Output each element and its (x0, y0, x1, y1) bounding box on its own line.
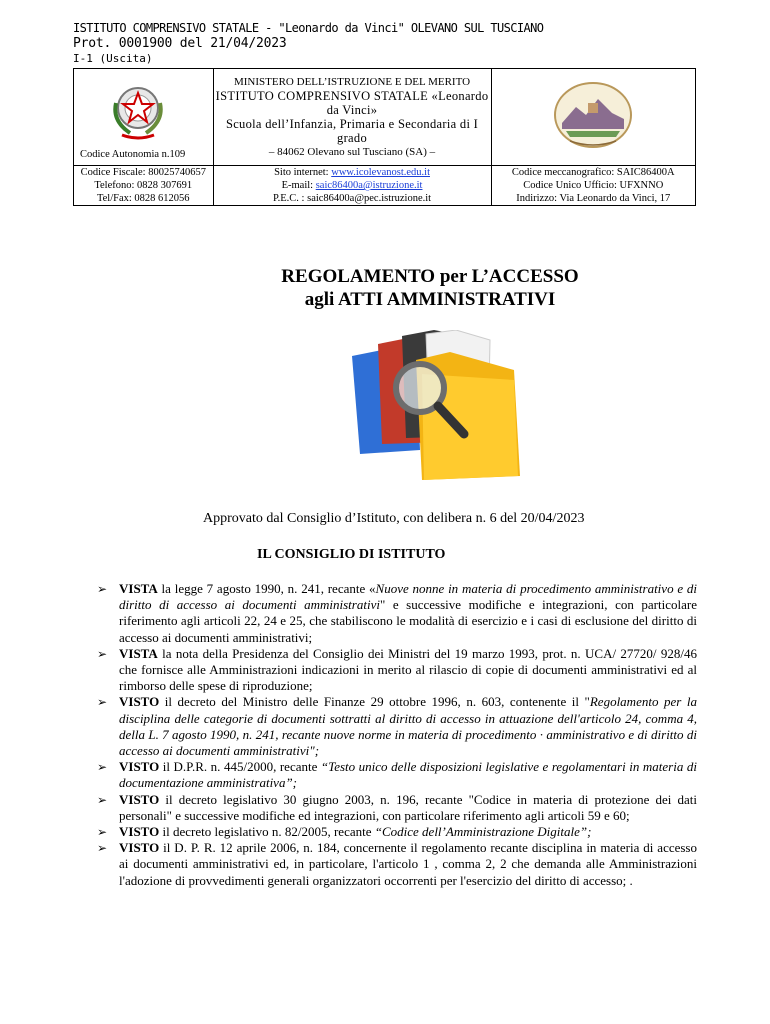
ministry-name: MINISTERO DELL’ISTRUZIONE E DEL MERITO (233, 76, 471, 88)
school-type: Scuola dell’Infanzia, Primaria e Secondaria di I grado (225, 117, 479, 145)
institute-name: ISTITUTO COMPRENSIVO STATALE «Leonardo da Vinci» (215, 89, 489, 117)
list-item (97, 646, 697, 695)
item-lead: VISTA (119, 581, 158, 596)
item-text: il decreto legislativo n. 82/2005, recante (159, 824, 375, 840)
institute-address: – 84062 Olevano sul Tusciano (SA) – (268, 146, 436, 158)
office-code: Codice Unico Ufficio: UFXNNO (523, 180, 664, 191)
fax: Tel/Fax: 0828 612056 (96, 193, 190, 204)
title-line-1: REGOLAMENTO per L’ACCESSO (281, 266, 579, 287)
list-item (97, 759, 697, 791)
considerations-list (97, 581, 697, 889)
folders-magnifier-illustration (338, 330, 528, 490)
item-lead: VISTO (119, 824, 160, 840)
phone: Telefono: 0828 307691 (94, 180, 193, 191)
item-lead: VISTO (119, 791, 160, 807)
contacts-left (74, 166, 214, 206)
item-text: il D. P. R. 12 aprile 2006, n. 184, concernente il regolamento recante disciplina in materia di accesso ai documenti amministrativi ed, in particolare, l'articolo 1 , comma 2, 2 che demanda alle Amministrazioni l'adozione di provvedimenti generali organizzatori occorrenti per l'esercizio del diritto di accesso; . (119, 840, 697, 888)
item-lead: VISTO (119, 759, 160, 775)
item-text: il D.P.R. n. 445/2000, recante (159, 759, 321, 775)
arrow-bullet-icon: ➢ (97, 695, 108, 710)
email-link[interactable]: saic86400a@istruzione.it (315, 180, 423, 191)
email-label: E-mail: (281, 180, 316, 191)
contacts-mid (213, 166, 491, 206)
item-citation: Regolamento per la disciplina delle categorie di documenti sottratti al diritto di accesso in attuazione dell'articolo 24, comma 4, della L. 7 agosto 1990, n. 241, recante nuove norme in materia di procedimento · amministrativo e di diritto di accesso ai documenti amministrativi"; (119, 694, 697, 759)
website-label: Sito internet: (274, 167, 332, 178)
logo-cell (491, 69, 695, 166)
letterhead (73, 68, 696, 206)
document-title (0, 265, 770, 311)
street-address: Indirizzo: Via Leonardo da Vinci, 17 (516, 193, 671, 204)
item-text: il decreto legislativo 30 giugno 2003, n. 196, recante "Codice in materia di protezione dei dati personali" e successive modifiche ed integrazioni, con particolare riferimento agli articoli 59 e 60; (119, 791, 697, 823)
approval-note: Approvato dal Consiglio d’Istituto, con delibera n. 6 del 20/04/2023 (203, 511, 585, 526)
stamp-institute: ISTITUTO COMPRENSIVO STATALE - "Leonardo da Vinci" OLEVANO SUL TUSCIANO (73, 21, 544, 35)
item-text: la legge 7 agosto 1990, n. 241, recante « (157, 581, 376, 596)
mechanographic-code: Codice meccanografico: SAIC86400A (511, 167, 675, 178)
arrow-bullet-icon: ➢ (97, 825, 108, 840)
arrow-bullet-icon: ➢ (97, 582, 108, 596)
arrow-bullet-icon: ➢ (97, 760, 108, 775)
list-item (97, 824, 697, 840)
emblem-cell (74, 69, 214, 166)
stamp-type: I-1 (Uscita) (73, 52, 153, 65)
title-line-2: agli ATTI AMMINISTRATIVI (304, 289, 556, 310)
arrow-bullet-icon: ➢ (97, 646, 108, 661)
email-line (214, 179, 491, 192)
website-line (214, 166, 491, 179)
pec-line: P.E.C. : saic86400a@pec.istruzione.it (272, 193, 432, 204)
item-citation: “Codice dell’Amministrazione Digitale”; (374, 824, 592, 840)
list-item (97, 792, 697, 824)
item-citation: Nuove nonne in materia di procedimento amministrativo e di diritto di accesso ai documenti amministrativi (119, 581, 698, 613)
item-lead: VISTO (119, 840, 160, 856)
school-logo-icon (552, 79, 634, 151)
list-item (97, 581, 697, 646)
italian-republic-emblem-icon (108, 81, 168, 143)
contacts-right (491, 166, 695, 206)
item-text: la nota della Presidenza del Consiglio dei Ministri del 19 marzo 1993, prot. n. UCA/ 27720/ 928/46 che fornisce alle Amministrazioni indicazioni in merito al rilascio di copie di documenti amministrativi ed al rimborso delle spese di riproduzione; (119, 645, 697, 694)
item-text: il decreto del Ministro delle Finanze 29 ottobre 1996, n. 603, contenente il " (159, 694, 590, 710)
list-item (97, 694, 697, 759)
arrow-bullet-icon: ➢ (97, 841, 108, 856)
item-citation: “Testo unico delle disposizioni legislative e regolamentari in materia di documentazione amministrativa”; (119, 759, 697, 791)
stamp-protocol: Prot. 0001900 del 21/04/2023 (73, 36, 287, 51)
list-item (97, 840, 697, 889)
item-text: " e successive modifiche e integrazioni, con particolare riferimento agli articoli 22, 24 e 25, che stabiliscono le modalità di esercizio e i casi di esclusione del diritto di accesso ai documenti amministrativi; (119, 597, 697, 645)
fiscal-code: Codice Fiscale: 80025740657 (80, 167, 206, 178)
council-heading: IL CONSIGLIO DI ISTITUTO (257, 547, 446, 562)
autonomy-code: Codice Autonomia n.109 (80, 149, 186, 160)
institute-info (213, 69, 491, 166)
website-link[interactable]: www.icolevanost.edu.it (331, 167, 430, 178)
item-lead: VISTA (119, 645, 158, 661)
protocol-stamp (73, 21, 543, 66)
arrow-bullet-icon: ➢ (97, 792, 108, 807)
item-lead: VISTO (119, 694, 160, 710)
